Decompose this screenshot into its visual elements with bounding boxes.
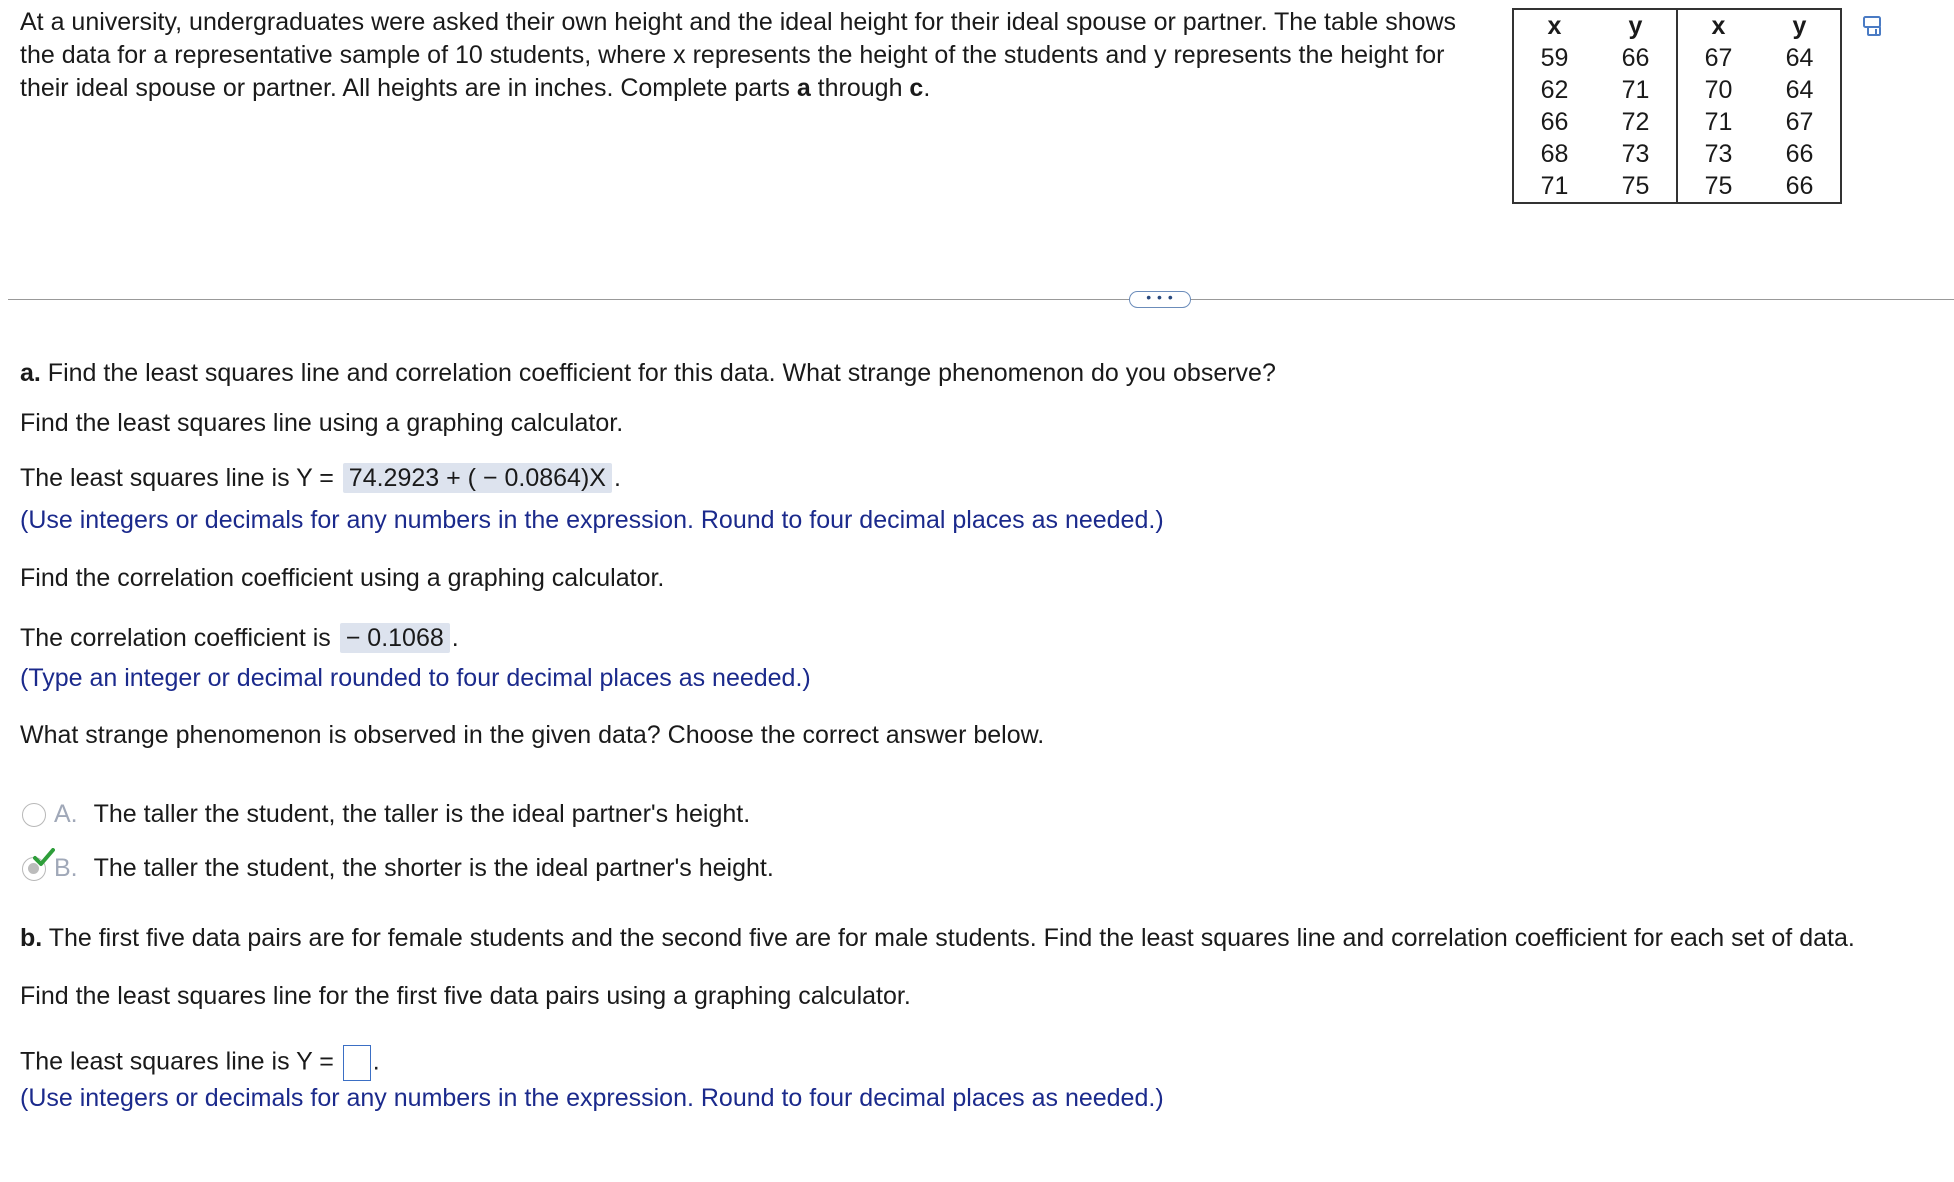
table-cell: 75 <box>1595 170 1677 203</box>
option-a-radio[interactable] <box>22 803 46 827</box>
expand-more-button[interactable]: • • • <box>1129 291 1191 308</box>
part-a-corr-hint: (Type an integer or decimal rounded to four decimal places as needed.) <box>20 664 811 692</box>
table-row <box>1513 106 1841 138</box>
table-row <box>1513 138 1841 170</box>
table-cell: 67 <box>1704 43 1733 72</box>
table-cell: 62 <box>1540 75 1569 104</box>
table-row <box>1513 170 1841 203</box>
option-a-letter: A. <box>54 800 78 828</box>
table-cell: 75 <box>1704 171 1733 200</box>
part-b-label: b. <box>20 924 43 952</box>
part-a-line-hint: (Use integers or decimals for any numbers in the expression. Round to four decimal places as needed.) <box>20 506 1164 534</box>
part-b-question <box>20 923 1855 953</box>
table-cell: 66 <box>1595 42 1677 74</box>
table-cell: 71 <box>1704 107 1733 136</box>
table-cell: 71 <box>1595 74 1677 106</box>
copy-data-icon[interactable] <box>1862 14 1886 38</box>
part-a-phenomenon-question: What strange phenomenon is observed in the given data? Choose the correct answer below. <box>20 721 1045 749</box>
table-cell: 64 <box>1785 75 1814 104</box>
part-b-line-row <box>20 1045 380 1081</box>
table-cell: 67 <box>1785 107 1814 136</box>
table-cell: 66 <box>1785 171 1814 200</box>
intro-bold-c: c <box>909 74 924 102</box>
correct-check-icon <box>33 848 55 868</box>
part-b-question-text: The first five data pairs are for female students and the second five are for male students. Find the least squares line and correlation coefficient for each set of data. <box>42 924 1855 952</box>
intro-through: through <box>810 74 910 102</box>
col-header: y <box>1595 9 1677 42</box>
intro-text: At a university, undergraduates were asked their own height and the ideal height for their ideal spouse or partner. The table shows the data for a representative sample of 10 students, where x represents the height of the students and y represents the height for their ideal spouse or partner. All heights are in inches. Complete parts <box>20 8 1457 102</box>
table-cell: 68 <box>1540 139 1569 168</box>
table-cell: 72 <box>1595 106 1677 138</box>
table-cell: 64 <box>1785 43 1814 72</box>
col-header: x <box>1711 11 1726 40</box>
part-a-line-row <box>20 463 621 493</box>
line-prefix: The least squares line is Y = <box>20 464 341 492</box>
corr-answer-box[interactable]: − 0.1068 <box>340 623 450 653</box>
table-row <box>1513 74 1841 106</box>
option-b-radio[interactable] <box>22 857 46 881</box>
col-header: x <box>1547 11 1562 40</box>
part-a-find-line: Find the least squares line using a graphing calculator. <box>20 409 624 437</box>
data-table <box>1512 8 1842 204</box>
table-row <box>1513 42 1841 74</box>
table-cell: 71 <box>1540 171 1569 200</box>
option-b[interactable] <box>22 853 774 883</box>
option-b-letter: B. <box>54 854 78 882</box>
table-cell: 66 <box>1540 107 1569 136</box>
table-cell: 70 <box>1704 75 1733 104</box>
line-suffix: . <box>613 464 621 492</box>
option-b-text: The taller the student, the shorter is the ideal partner's height. <box>93 854 774 882</box>
part-b-find-line: Find the least squares line for the first five data pairs using a graphing calculator. <box>20 982 911 1010</box>
part-a-find-corr: Find the correlation coefficient using a graphing calculator. <box>20 564 665 592</box>
section-divider <box>8 299 1954 300</box>
intro-end: . <box>923 74 931 102</box>
table-cell: 73 <box>1704 139 1733 168</box>
table-cell: 59 <box>1540 43 1569 72</box>
part-b-line-hint: (Use integers or decimals for any numbers in the expression. Round to four decimal places as needed.) <box>20 1084 1164 1112</box>
table-header-row <box>1513 9 1841 42</box>
part-b-line-input[interactable] <box>343 1045 371 1081</box>
table-cell: 73 <box>1595 138 1677 170</box>
part-b-line-suffix: . <box>372 1047 380 1076</box>
table-cell: 66 <box>1785 139 1814 168</box>
col-header: y <box>1792 11 1807 40</box>
problem-intro <box>20 6 1460 105</box>
line-answer-box[interactable]: 74.2923 + ( − 0.0864)X <box>343 463 612 493</box>
corr-prefix: The correlation coefficient is <box>20 624 338 652</box>
part-a-corr-row <box>20 623 459 653</box>
corr-suffix: . <box>451 624 459 652</box>
intro-bold-a: a <box>796 74 811 102</box>
part-a-label: a. <box>20 359 41 387</box>
part-b-line-prefix: The least squares line is Y = <box>20 1047 341 1076</box>
option-a[interactable] <box>22 799 750 829</box>
part-a-question-text: Find the least squares line and correlation coefficient for this data. What strange phenomenon do you observe? <box>40 359 1276 387</box>
option-a-text: The taller the student, the taller is the ideal partner's height. <box>93 800 751 828</box>
part-a-question <box>20 358 1276 388</box>
